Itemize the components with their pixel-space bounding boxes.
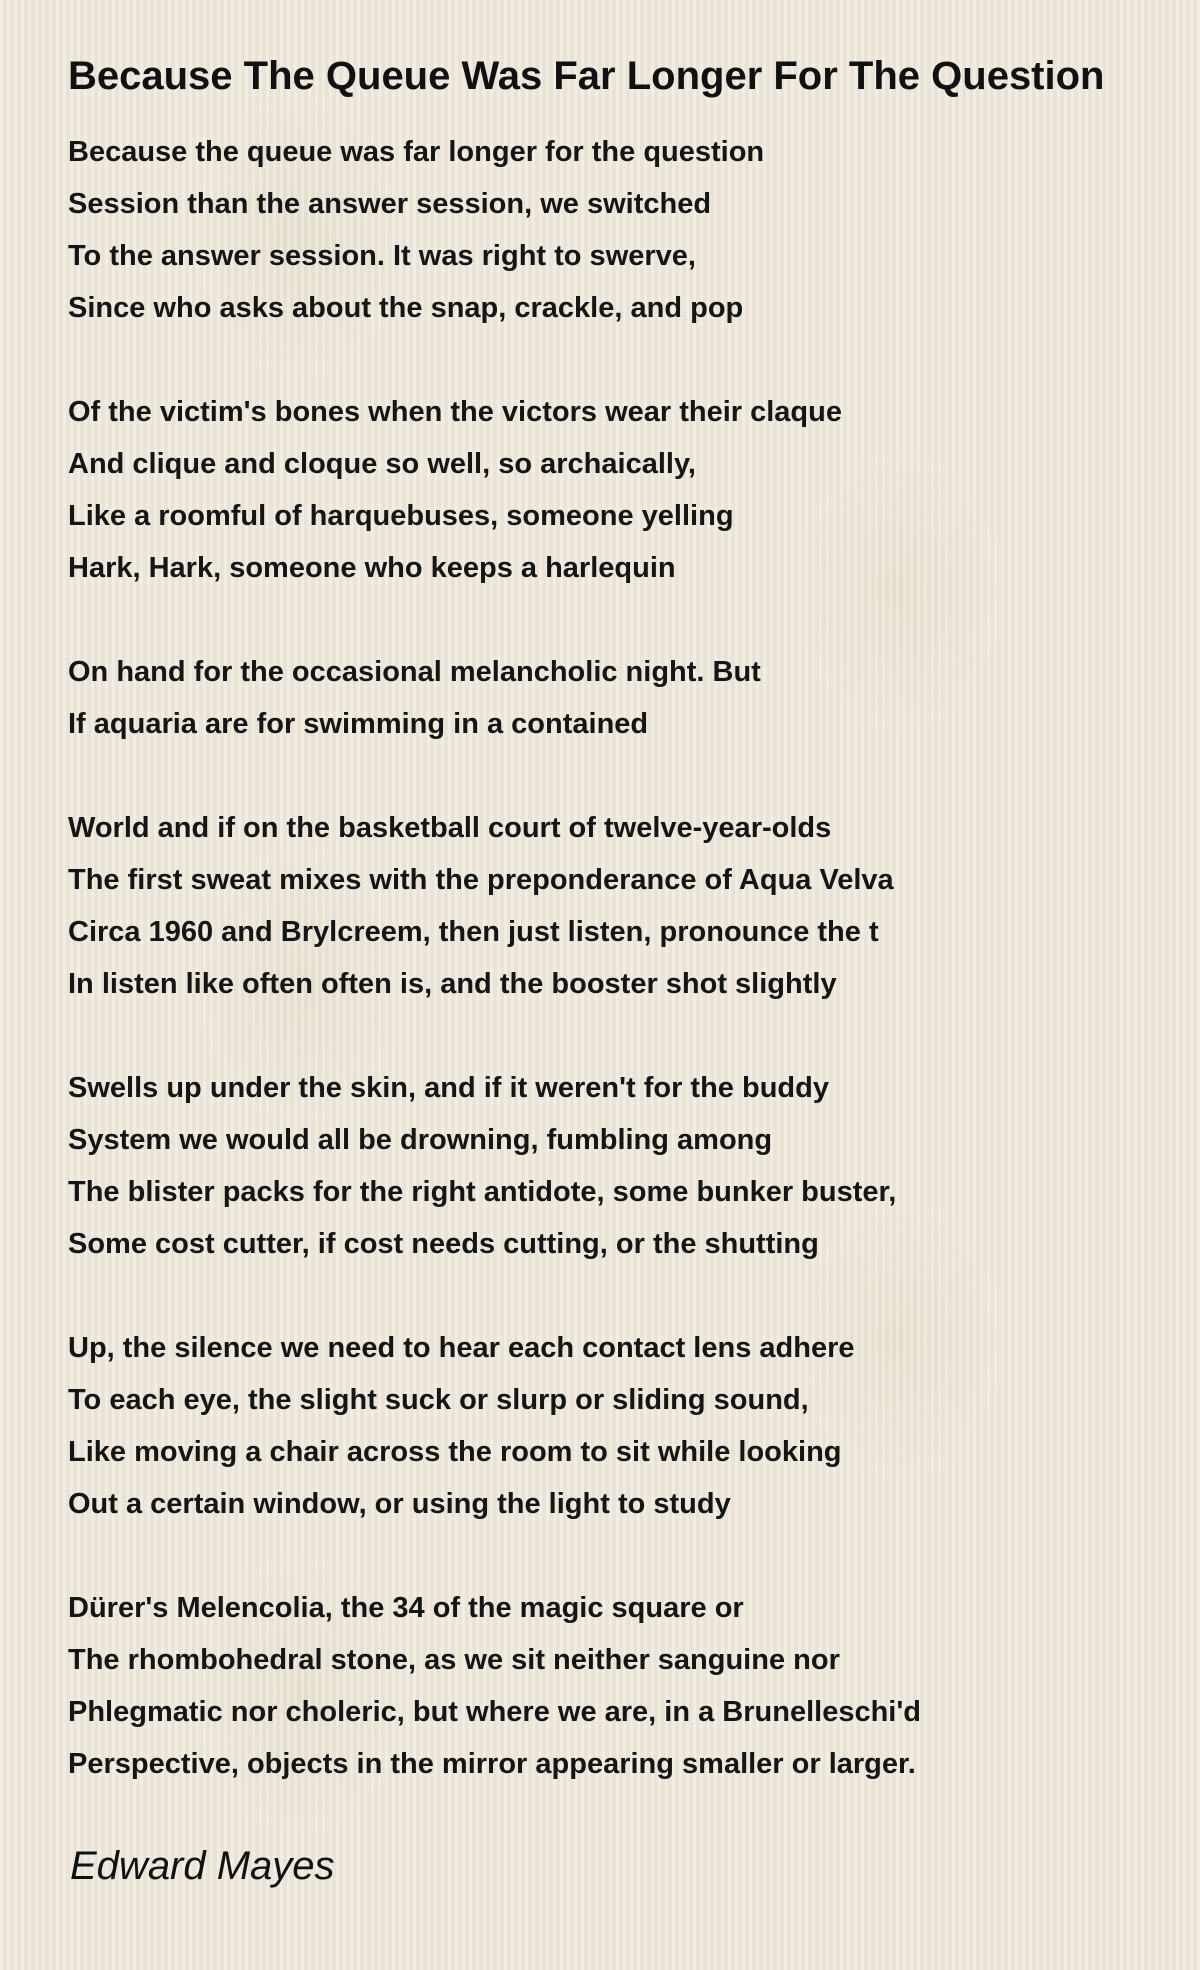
poem-line: To the answer session. It was right to swerve,: [68, 240, 696, 272]
poem-line: Like a roomful of harquebuses, someone yelling: [68, 500, 734, 532]
poem-line: If aquaria are for swimming in a contained: [68, 708, 649, 740]
stanza: [68, 1582, 1193, 1790]
poem-line: To each eye, the slight suck or slurp or sliding sound,: [68, 1384, 809, 1416]
poem-line: The first sweat mixes with the preponderance of Aqua Velva: [68, 864, 894, 896]
stanza: [68, 1322, 1193, 1530]
poem-line: Perspective, objects in the mirror appearing smaller or larger.: [68, 1748, 916, 1780]
poem-line: The rhombohedral stone, as we sit neither sanguine nor: [68, 1644, 840, 1676]
poem-line: Dürer's Melencolia, the 34 of the magic square or: [68, 1592, 744, 1624]
poem-title: Because The Queue Was Far Longer For The Question: [68, 54, 1105, 98]
poem-line: Hark, Hark, someone who keeps a harlequin: [68, 552, 676, 584]
poem-line: The blister packs for the right antidote, some bunker buster,: [68, 1176, 897, 1208]
poem-body: [68, 126, 1193, 1790]
poem-page: [68, 52, 1193, 1890]
poem-line: Because the queue was far longer for the question: [68, 136, 765, 168]
poem-line: Like moving a chair across the room to sit while looking: [68, 1436, 842, 1468]
poem-line: World and if on the basketball court of twelve-year-olds: [68, 812, 832, 844]
poem-line: In listen like often often is, and the booster shot slightly: [68, 968, 837, 1000]
poem-line: Session than the answer session, we switched: [68, 188, 712, 220]
poem-author: Edward Mayes: [70, 1844, 335, 1888]
poem-line: Out a certain window, or using the light to study: [68, 1488, 731, 1520]
stanza: [68, 1062, 1193, 1270]
poem-line: System we would all be drowning, fumbling among: [68, 1124, 773, 1156]
stanza: [68, 386, 1193, 594]
poem-line: Swells up under the skin, and if it weren't for the buddy: [68, 1072, 829, 1104]
stanza: [68, 126, 1193, 334]
stanza: [68, 802, 1193, 1010]
poem-line: Circa 1960 and Brylcreem, then just listen, pronounce the t: [68, 916, 879, 948]
poem-line: Phlegmatic nor choleric, but where we are, in a Brunelleschi'd: [68, 1696, 921, 1728]
poem-line: Since who asks about the snap, crackle, and pop: [68, 292, 744, 324]
stanza: [68, 646, 1193, 750]
poem-line: And clique and cloque so well, so archaically,: [68, 448, 696, 480]
poem-line: Of the victim's bones when the victors wear their claque: [68, 396, 842, 428]
poem-line: On hand for the occasional melancholic night. But: [68, 656, 761, 688]
poem-line: Up, the silence we need to hear each contact lens adhere: [68, 1332, 855, 1364]
poem-line: Some cost cutter, if cost needs cutting, or the shutting: [68, 1228, 819, 1260]
